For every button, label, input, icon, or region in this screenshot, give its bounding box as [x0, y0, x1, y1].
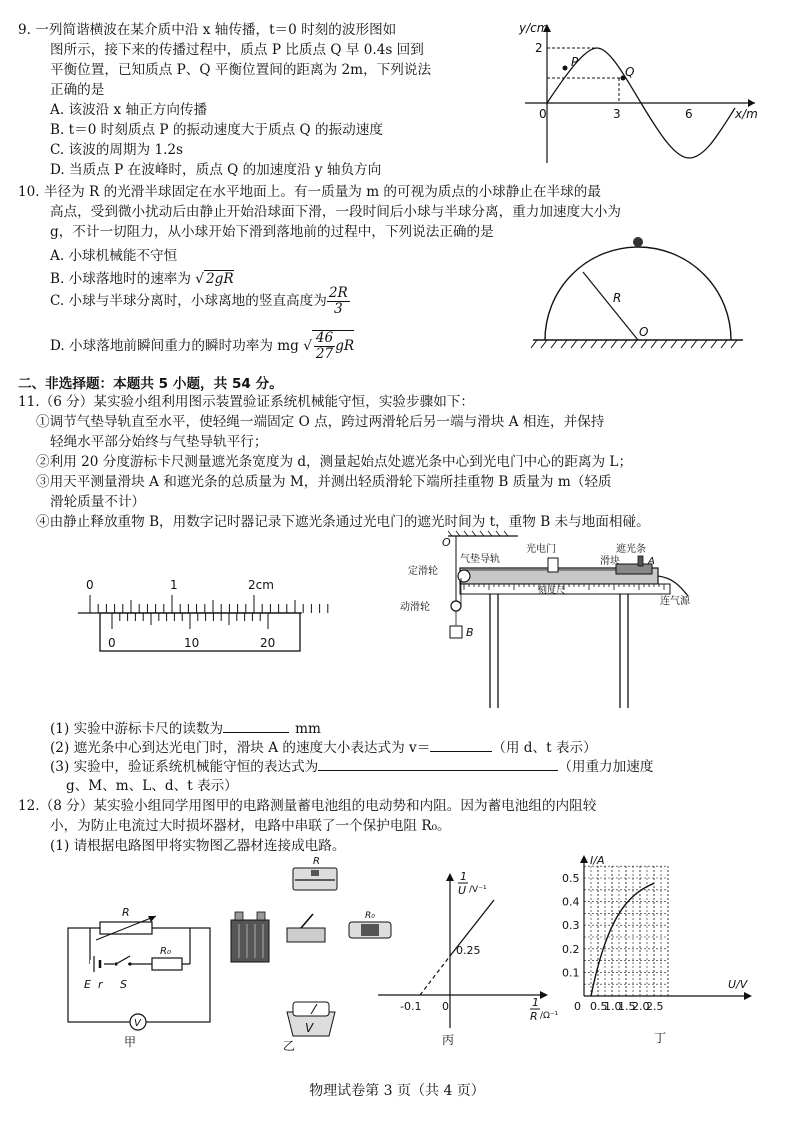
g4-origin: 0: [574, 1000, 581, 1013]
apparatus-a-label: A: [648, 556, 655, 567]
page-footer: 物理试卷第 3 页（共 4 页）: [309, 1083, 485, 1099]
g3-origin: 0: [442, 1000, 449, 1013]
g3-x-intercept: -0.1: [400, 1000, 422, 1013]
circuit-v: V: [134, 1018, 141, 1029]
apparatus-rail-label: 气垫导轨: [460, 554, 500, 565]
q11-sub2: [50, 736, 597, 756]
q10-stem-line-2: 高点，受到微小扰动后由静止开始沿球面下滑，一段时间后小球与半球分离，重力加速度大小为: [50, 204, 621, 220]
caliper-vernier-0: 0: [108, 636, 116, 650]
question-12: [18, 796, 596, 856]
q11-step-3-cont: 滑轮质量不计）: [50, 494, 146, 510]
devices-r0: R₀: [365, 911, 375, 921]
g3-x-unit: /Ω⁻¹: [540, 1011, 559, 1021]
caliper-vernier-20: 20: [260, 636, 276, 650]
q12-graph-3: [372, 868, 562, 1048]
circuit-r: R: [122, 906, 130, 919]
q10-stem-line-3: g，不计一切阻力，从小球开始下滑到落地前的过程中，下列说法正确的是: [50, 224, 494, 240]
g4-ytick-label: 0.5: [562, 872, 580, 885]
q9-stem-line-1: 9. 一列简谐横波在某介质中沿 x 轴传播，t＝0 时刻的波形图如: [18, 22, 397, 38]
apparatus-air-label: 连气源: [660, 596, 690, 607]
g4-curve: [591, 883, 654, 996]
g4-xtick-label: 2.5: [646, 1000, 664, 1013]
q9-x-tick-3: 3: [613, 107, 621, 121]
caliper-main-scale: [90, 595, 328, 613]
q10-option-d: D. 小球落地前瞬间重力的瞬时功率为 mg √ $\frac{46}{27}$ gR: [50, 330, 355, 362]
q10-option-c-text: C. 小球与半球分离时，小球离地的竖直高度为: [50, 293, 327, 309]
g4-grid: [584, 866, 668, 996]
apparatus-strip-label: 遮光条: [616, 544, 646, 555]
g4-ytick-label: 0.4: [562, 895, 580, 909]
q11-sub1-unit: mm: [295, 721, 321, 737]
apparatus-gate-label: 光电门: [526, 544, 556, 555]
q9-option-c: C. 该波的周期为 1.2s: [50, 142, 184, 158]
q10-option-c-den: 3: [333, 301, 343, 317]
q9-xlabel: x/m: [735, 107, 758, 121]
q11-sub3: [50, 755, 653, 775]
g3-y-unit: /V⁻¹: [469, 885, 487, 895]
q10-hemisphere-figure: [525, 232, 755, 354]
q10-option-d-text: D. 小球落地前瞬间重力的瞬时功率为 mg: [50, 338, 304, 354]
devices-r: R: [313, 856, 320, 867]
q9-point-q: Q: [625, 65, 635, 79]
q10-option-d-tail: gR: [335, 338, 355, 354]
apparatus-b: B: [466, 626, 474, 639]
q12-circuit-diagram: [60, 900, 220, 1050]
caliper-main-1: 1: [170, 578, 178, 592]
g3-caption: 丙: [442, 1033, 455, 1047]
g4-caption: 丁: [654, 1031, 667, 1045]
g3-y-den: U: [458, 884, 467, 897]
q10-option-c-num: 2R: [328, 285, 348, 301]
q9-point-p: P: [571, 55, 579, 69]
caliper-vernier-10: 10: [184, 636, 200, 650]
q11-step-3: ③用天平测量滑块 A 和遮光条的总质量为 M，并测出轻质滑轮下端所挂重物 B 质量为 m（轻质: [36, 474, 612, 490]
q11-sub3-text: (3) 实验中，验证系统机械能守恒的表达式为: [50, 759, 319, 775]
q11-sub1-text: (1) 实验中游标卡尺的读数为: [50, 721, 224, 737]
q11-sub1: [50, 717, 321, 737]
q9-option-d: D. 当质点 P 在波峰时，质点 Q 的加速度沿 y 轴负方向: [50, 162, 382, 178]
question-11: [18, 392, 650, 532]
g4-ytick-label: 0.3: [562, 919, 580, 933]
q9-ylabel: y/cm: [519, 21, 549, 35]
q11-step-1-cont: 轻绳水平部分始终与气垫导轨平行；: [50, 434, 268, 450]
q11-apparatus: [400, 530, 768, 710]
q12-stem-line-1: 12.（8 分）某实验小组同学用图甲的电路测量蓄电池组的电动势和内阻。因为蓄电池组的内阻较: [18, 798, 597, 814]
g4-xtick-labels: [590, 1000, 664, 1013]
g3-x-den: R: [530, 1010, 538, 1023]
g3-x-num: 1: [532, 996, 539, 1009]
q10-fig-o: O: [639, 325, 649, 339]
q12-graph-4: [560, 848, 760, 1048]
g4-xlabel: U/V: [728, 978, 748, 991]
q10-option-b-text: B. 小球落地时的速率为: [50, 271, 196, 287]
devices-caption: 乙: [283, 1039, 296, 1053]
devices-v: V: [305, 1021, 314, 1035]
q10-stem-line-1: 10. 半径为 R 的光滑半球固定在水平地面上。有一质量为 m 的可视为质点的小球静止在半球的最: [18, 184, 601, 200]
section-2-heading: 二、非选择题：本题共 5 小题，共 54 分。: [18, 376, 283, 392]
q10-option-b-expr: 2gR: [205, 271, 234, 287]
g4-xtick-label: 1.5: [618, 1000, 636, 1013]
q11-sub3-line2: g、M、m、L、d、t 表示）: [66, 778, 238, 794]
q12-device-photo: [225, 852, 395, 1052]
q10-fig-r: R: [613, 291, 622, 305]
q10-option-b: B. 小球落地时的速率为 √ 2gR: [50, 271, 234, 287]
circuit-s: S: [120, 978, 127, 991]
apparatus-o: O: [442, 536, 451, 549]
g4-xtick-label: 2.0: [632, 1000, 650, 1013]
q11-step-1: ①调节气垫导轨直至水平，使轻绳一端固定 O 点，跨过两滑轮后另一端与滑块 A 相连，并保持: [36, 414, 605, 430]
q11-sub2-text: (2) 遮光条中心到达光电门时，滑块 A 的速度大小表达式为 v＝: [50, 740, 431, 756]
q11-step-2: ②利用 20 分度游标卡尺测量遮光条宽度为 d，测量起始点处遮光条中心到光电门中心的距离为 L；: [36, 454, 633, 470]
q9-wave-graph: [505, 18, 765, 168]
circuit-r-internal: r: [98, 978, 103, 991]
g3-y-num: 1: [460, 870, 467, 883]
apparatus-slider-label: 滑块: [600, 556, 620, 567]
apparatus-ruler-label: 刻度尺: [538, 586, 566, 596]
circuit-caption: 甲: [124, 1035, 137, 1049]
q11-sub2-tail: （用 d、t 表示）: [492, 740, 597, 756]
caliper-main-2cm: 2cm: [248, 578, 274, 592]
q9-x-tick-6: 6: [685, 107, 693, 121]
g4-ytick-label: 0.2: [562, 942, 580, 956]
q9-option-a: A. 该波沿 x 轴正方向传播: [50, 102, 208, 118]
caliper-vernier-scale: [112, 613, 268, 629]
q11-stem: 11.（6 分）某实验小组利用图示装置验证系统机械能守恒，实验步骤如下：: [18, 394, 474, 410]
question-9: [18, 20, 431, 180]
g4-ytick-label: 0.1: [562, 966, 580, 980]
circuit-r0: R₀: [160, 946, 171, 957]
q11-vernier-caliper: [70, 575, 310, 665]
q9-stem-line-2: 图所示，接下来的传播过程中，质点 P 比质点 Q 早 0.4s 回到: [50, 42, 424, 58]
q12-stem-line-2: 小，为防止电流过大时损坏器材，电路中串联了一个保护电阻 R₀。: [50, 818, 451, 834]
q10-option-a: A. 小球机械能不守恒: [50, 248, 178, 264]
g4-xtick-label: 1.0: [604, 1000, 622, 1013]
g4-xtick-label: 0.5: [590, 1000, 608, 1013]
q9-stem-line-3: 平衡位置，已知质点 P、Q 平衡位置间的距离为 2m，下列说法: [50, 62, 432, 78]
q9-option-b: B. t＝0 时刻质点 P 的振动速度大于质点 Q 的振动速度: [50, 122, 383, 138]
g4-ylabel: I/A: [590, 854, 605, 867]
apparatus-fixed-pulley: 定滑轮: [408, 566, 438, 577]
circuit-e: E: [84, 978, 91, 991]
apparatus-moving-pulley: 动滑轮: [400, 602, 430, 613]
q9-origin: 0: [539, 107, 547, 121]
q9-y-tick-2: 2: [535, 41, 543, 55]
q10-option-d-num: 46: [315, 330, 334, 346]
q10-option-d-den: 27: [315, 346, 334, 362]
g4-ytick-labels: [562, 872, 580, 979]
caliper-main-0: 0: [86, 578, 94, 592]
g3-y-intercept: 0.25: [456, 944, 481, 957]
q11-step-4: ④由静止释放重物 B，用数字记时器记录下遮光条通过光电门的遮光时间为 t，重物 B 未与地面相碰。: [36, 514, 650, 530]
q12-sub1: (1) 请根据电路图甲将实物图乙器材连接成电路。: [50, 838, 346, 854]
q9-stem-line-4: 正确的是: [50, 82, 105, 98]
q11-sub3-tail: （用重力加速度: [558, 759, 654, 775]
q10-option-c: [50, 286, 350, 317]
